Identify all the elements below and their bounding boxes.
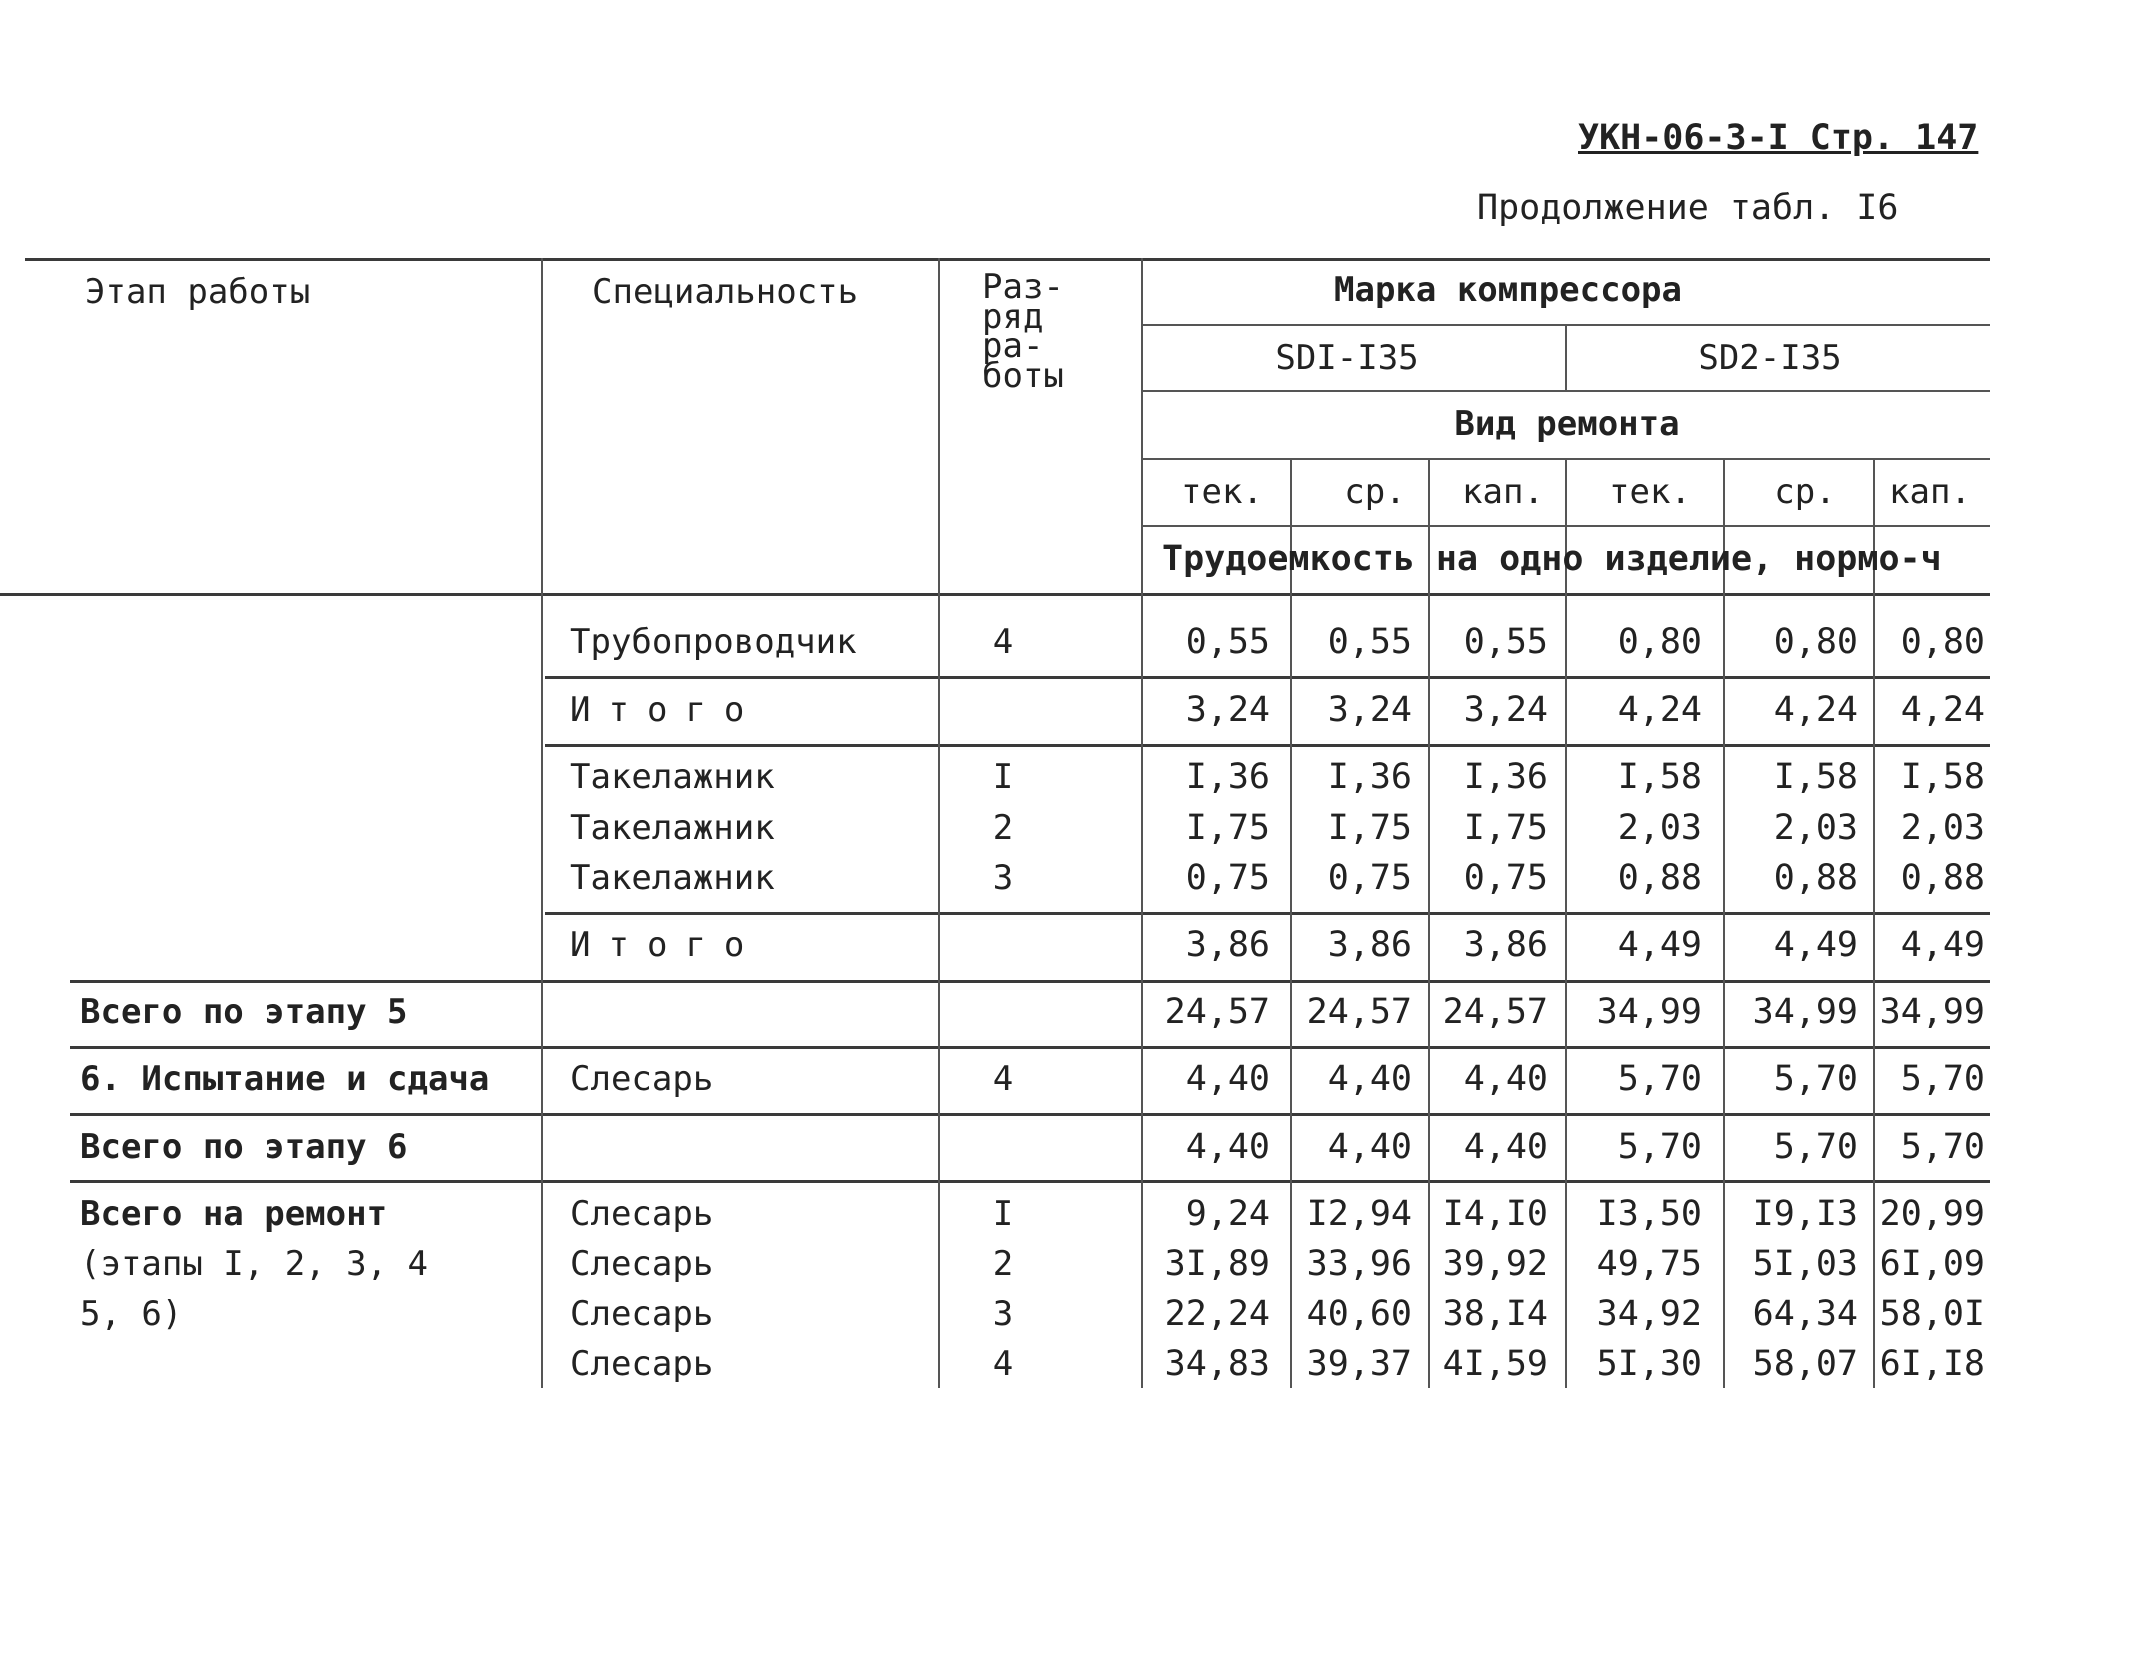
row-value: 0,88 bbox=[1900, 858, 1985, 898]
row-specialty: Такелажник bbox=[570, 757, 775, 797]
row-grade: 2 bbox=[992, 808, 1014, 848]
row-grade: 4 bbox=[992, 1344, 1014, 1384]
document-code: УКН-06-3-I Стр. 147 bbox=[1578, 118, 1979, 158]
row-value: I,36 bbox=[1327, 757, 1412, 797]
row-stage: 5, 6) bbox=[80, 1294, 183, 1334]
row-value: 3,24 bbox=[1327, 690, 1412, 730]
row-value: 4,40 bbox=[1463, 1059, 1548, 1099]
row-value: I3,50 bbox=[1596, 1194, 1702, 1234]
row-value: 34,99 bbox=[1596, 992, 1702, 1032]
row-specialty: Итого bbox=[570, 690, 763, 730]
header-model-2: SD2-I35 bbox=[1698, 338, 1842, 378]
row-value: 3,86 bbox=[1327, 925, 1412, 965]
row-value: 4I,59 bbox=[1442, 1344, 1548, 1384]
header-col-tek-1: тек. bbox=[1181, 472, 1263, 512]
row-value: 4,24 bbox=[1900, 690, 1985, 730]
row-grade: 4 bbox=[992, 622, 1014, 662]
row-value: 0,55 bbox=[1327, 622, 1412, 662]
row-value: 39,37 bbox=[1306, 1344, 1412, 1384]
row-specialty: Слесарь bbox=[570, 1194, 714, 1234]
row-value: I9,I3 bbox=[1752, 1194, 1858, 1234]
row-value: 4,40 bbox=[1463, 1127, 1548, 1167]
row-value: 5,70 bbox=[1900, 1059, 1985, 1099]
row-value: 5,70 bbox=[1617, 1059, 1702, 1099]
row-value: 34,83 bbox=[1164, 1344, 1270, 1384]
row-stage: (этапы I, 2, 3, 4 bbox=[80, 1244, 428, 1284]
row-value: 3,86 bbox=[1463, 925, 1548, 965]
row-value: 64,34 bbox=[1752, 1294, 1858, 1334]
header-repair-type: Вид ремонта bbox=[1454, 404, 1680, 444]
row-value: 0,80 bbox=[1900, 622, 1985, 662]
row-value: I,75 bbox=[1463, 808, 1548, 848]
row-value: 34,99 bbox=[1752, 992, 1858, 1032]
row-value: 49,75 bbox=[1596, 1244, 1702, 1284]
row-value: I,58 bbox=[1900, 757, 1985, 797]
header-stage: Этап работы bbox=[85, 272, 311, 312]
header-specialty: Специальность bbox=[592, 272, 859, 312]
row-specialty: Слесарь bbox=[570, 1344, 714, 1384]
row-value: 0,88 bbox=[1773, 858, 1858, 898]
row-value: I,58 bbox=[1773, 757, 1858, 797]
row-value: 24,57 bbox=[1306, 992, 1412, 1032]
row-value: 4,40 bbox=[1185, 1127, 1270, 1167]
row-value: 34,99 bbox=[1879, 992, 1985, 1032]
row-value: 3,24 bbox=[1463, 690, 1548, 730]
row-value: 6I,I8 bbox=[1879, 1344, 1985, 1384]
row-value: 4,24 bbox=[1773, 690, 1858, 730]
header-col-sr-1: ср. bbox=[1344, 472, 1406, 512]
row-grade: I bbox=[992, 757, 1014, 797]
row-value: 0,75 bbox=[1185, 858, 1270, 898]
row-value: 34,92 bbox=[1596, 1294, 1702, 1334]
row-value: 58,0I bbox=[1879, 1294, 1985, 1334]
row-specialty: Такелажник bbox=[570, 808, 775, 848]
row-value: 6I,09 bbox=[1879, 1244, 1985, 1284]
row-value: 0,55 bbox=[1185, 622, 1270, 662]
row-value: 22,24 bbox=[1164, 1294, 1270, 1334]
row-value: 33,96 bbox=[1306, 1244, 1412, 1284]
row-specialty: Слесарь bbox=[570, 1244, 714, 1284]
header-compressor-brand: Марка компрессора bbox=[1334, 270, 1682, 310]
row-specialty: Слесарь bbox=[570, 1059, 714, 1099]
row-value: 3I,89 bbox=[1164, 1244, 1270, 1284]
row-specialty: Трубопроводчик bbox=[570, 622, 857, 662]
header-col-kap-2: кап. bbox=[1889, 472, 1971, 512]
row-value: 4,40 bbox=[1185, 1059, 1270, 1099]
table-continuation: Продолжение табл. I6 bbox=[1477, 188, 1899, 228]
row-value: I,58 bbox=[1617, 757, 1702, 797]
header-col-tek-2: тек. bbox=[1609, 472, 1691, 512]
row-grade: 3 bbox=[992, 1294, 1014, 1334]
header-model-1: SDI-I35 bbox=[1275, 338, 1419, 378]
row-value: 9,24 bbox=[1185, 1194, 1270, 1234]
row-value: 2,03 bbox=[1900, 808, 1985, 848]
row-value: 0,75 bbox=[1463, 858, 1548, 898]
row-value: 58,07 bbox=[1752, 1344, 1858, 1384]
row-value: 3,86 bbox=[1185, 925, 1270, 965]
row-grade: I bbox=[992, 1194, 1014, 1234]
row-grade: 4 bbox=[992, 1059, 1014, 1099]
row-value: I,36 bbox=[1463, 757, 1548, 797]
row-value: 4,40 bbox=[1327, 1059, 1412, 1099]
row-value: 3,24 bbox=[1185, 690, 1270, 730]
row-value: 38,I4 bbox=[1442, 1294, 1548, 1334]
row-specialty: Такелажник bbox=[570, 858, 775, 898]
row-value: 4,40 bbox=[1327, 1127, 1412, 1167]
row-value: 5,70 bbox=[1773, 1059, 1858, 1099]
row-value: 40,60 bbox=[1306, 1294, 1412, 1334]
row-value: 5,70 bbox=[1900, 1127, 1985, 1167]
row-value: 4,49 bbox=[1900, 925, 1985, 965]
row-value: 5I,03 bbox=[1752, 1244, 1858, 1284]
row-value: 0,55 bbox=[1463, 622, 1548, 662]
row-value: I2,94 bbox=[1306, 1194, 1412, 1234]
row-value: 4,24 bbox=[1617, 690, 1702, 730]
document-page: УКН-06-3-I Стр. 147 Продолжение табл. I6 Этап работы Специальность Раз- ряд ра- боты Марка компрессора SDI-I35 SD2-I35 Вид ремонта тек. ср. кап. тек. ср. кап. Трудоемкость на одно изделие, нормо-ч Трубопроводчик 4 0,55 0,55 0,55 0,80 0,80 0,80 Итого 3,24 3,24 3,24 4,24 4,24 4,24 Такелажник I I,36 I,36 I,36 I,58 I,58 I,58 Такелажник 2 I,75 I,75 I,75 2,03 2,03 2,03 Такелажник 3 0,75 0,75 0,75 0,88 0,88 0,88 Итого 3,86 3,86 3,86 4,49 4,49 4,49 Всего по этапу 5 24,57 24,57 24,57 34,99 34,99 34,99 6. Испытание и сдача Слесарь 4 4,40 4,40 4,40 5,70 5,70 5,70 Всего по этапу 6 4,40 4,40 4,40 5,70 5,70 5,70 Всего на ремонт Слесарь I 9,24 I2,94 I4,I0 I3,50 I9,I3 20,99 (этапы I, 2, 3, 4 Слесарь 2 3I,89 33,96 39,92 49,75 5I,03 6I,09 5, 6) Слесарь 3 22,24 40,60 38,I4 34,92 64,34 58,0I Слесарь 4 34,83 39,37 4I,59 5I,30 58,07 6I,I8 bbox=[0, 0, 2155, 1678]
row-value: 5I,30 bbox=[1596, 1344, 1702, 1384]
row-value: 39,92 bbox=[1442, 1244, 1548, 1284]
row-specialty: Итого bbox=[570, 925, 763, 965]
row-value: 0,75 bbox=[1327, 858, 1412, 898]
row-value: 4,49 bbox=[1773, 925, 1858, 965]
row-value: I,75 bbox=[1327, 808, 1412, 848]
row-value: 4,49 bbox=[1617, 925, 1702, 965]
row-stage: Всего на ремонт bbox=[80, 1194, 388, 1234]
row-stage: 6. Испытание и сдача bbox=[80, 1059, 490, 1099]
row-specialty: Слесарь bbox=[570, 1294, 714, 1334]
row-grade: 2 bbox=[992, 1244, 1014, 1284]
header-labor: Трудоемкость на одно изделие, нормо-ч bbox=[1162, 539, 1942, 579]
row-grade: 3 bbox=[992, 858, 1014, 898]
header-col-sr-2: ср. bbox=[1774, 472, 1836, 512]
row-value: 0,80 bbox=[1773, 622, 1858, 662]
row-value: 24,57 bbox=[1164, 992, 1270, 1032]
row-value: 0,80 bbox=[1617, 622, 1702, 662]
row-value: 5,70 bbox=[1617, 1127, 1702, 1167]
row-value: 2,03 bbox=[1773, 808, 1858, 848]
row-value: I4,I0 bbox=[1442, 1194, 1548, 1234]
header-col-kap-1: кап. bbox=[1462, 472, 1544, 512]
row-value: 5,70 bbox=[1773, 1127, 1858, 1167]
row-value: 24,57 bbox=[1442, 992, 1548, 1032]
row-value: 0,88 bbox=[1617, 858, 1702, 898]
row-stage: Всего по этапу 5 bbox=[80, 992, 408, 1032]
row-value: 2,03 bbox=[1617, 808, 1702, 848]
row-value: 20,99 bbox=[1879, 1194, 1985, 1234]
row-stage: Всего по этапу 6 bbox=[80, 1127, 408, 1167]
row-value: I,36 bbox=[1185, 757, 1270, 797]
row-value: I,75 bbox=[1185, 808, 1270, 848]
